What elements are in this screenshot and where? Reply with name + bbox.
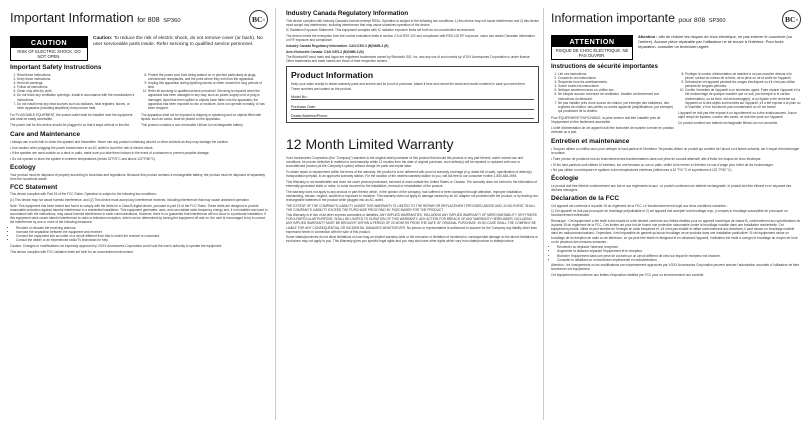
list-item: • Augmenter la distance séparant l'équipement et le récepteur. xyxy=(557,249,801,253)
attention-text xyxy=(638,35,801,60)
list-item: 3. Respecter tous les avertissements. xyxy=(558,80,674,84)
caution-bold: Caution: xyxy=(93,36,113,41)
fcc-para: (1) This device may not cause harmful interference, and (2) This device must accept any interference received, including interference that may cause undesired operation. xyxy=(10,198,250,203)
list-item: 4. Suivre toutes les instructions. xyxy=(558,84,674,88)
column-divider xyxy=(275,8,276,420)
list-item: 8. Protéger le cordon d'alimentation de manière à ne pas marcher dessus ni le pincer, surtout au niveau de la fiche, de la prise ou de la sortie de l'appareil. xyxy=(685,72,801,80)
attention-bold: Attention : xyxy=(638,34,658,39)
ic-section xyxy=(286,19,539,64)
attention-sub: RISQUE DE CHOC ÉLECTRIQUE. NE PAS OUVRIR. xyxy=(555,48,629,59)
safety-list-left xyxy=(551,72,674,113)
care-item: Si les haut-parleurs sont utilisés à l'extérieur, sur une terrasse ou sur un patio, veiller à les rentrer à l'intérieur en cas d'orage pour éviter de les endommager. xyxy=(553,162,774,167)
list-item: 7. Do not install near any heat sources such as radiators, heat registers, stoves, or other apparatus (including amplifiers) that produce heat. xyxy=(17,102,137,110)
safety-instructions xyxy=(10,73,268,128)
fcc-measures xyxy=(10,226,268,242)
ecology-section xyxy=(551,184,801,192)
list-item: • Increase the separation between the equipment and receiver. xyxy=(16,230,268,234)
list-item: • Brancher l'équipement dans une prise de courant sur un circuit différent de celui sur lequel le récepteur est branché. xyxy=(557,254,801,258)
list-item: 10. Refer all servicing to qualified service personnel. Servicing is required when the apparatus has been damaged in any way, such as power-supply cord or plug is damaged, liquid has been spilled or objects have fallen into the apparatus, the apparatus has been exposed to rain or moisture, does not operate normally, or has been dropped. xyxy=(148,89,268,109)
battery-note: This product contains a non-removable Lithium Ion rechargeable battery. xyxy=(141,122,244,127)
ecology-section xyxy=(10,173,268,181)
english-title xyxy=(10,10,181,29)
ecology-title: Ecology xyxy=(10,164,36,172)
fcc-title: Déclaration de la FCC xyxy=(551,195,620,203)
english-header xyxy=(10,10,268,29)
care-item: Faire preuve de prudence lors du branchement des transformateurs dans une prise de courant alternatif, afin d'éviter les risques de choc électrique. xyxy=(553,156,762,161)
safety-left xyxy=(10,73,137,128)
power-cord-note: The power unit for this device should be plugged in so that it stays vertical or lies flat. xyxy=(10,122,130,127)
attention-body: afin de réduire les risques de choc électrique, ne pas enlever le couvercle (ou l'arrière). Aucune pièce réparable par l'utilisateur ne se trouve à l'intérieur. Pour toute réparation, consulter un technicien agréé. xyxy=(638,34,792,49)
care-item: If the speaker are used outside on a deck or patio, make sure you take them indoors in the event of a rainstorm to prevent possible damage. xyxy=(12,151,210,156)
product-info-text xyxy=(291,82,534,90)
attention-label: ATTENTION xyxy=(552,36,632,47)
list-item: • Always use a soft cloth to clean the speaker and transmitter. Never use any product containing alcohol or other solvents as they may damage the surface. xyxy=(10,139,229,144)
ic-para: The device meets the exemption from the routine evaluation limits in section 2.5 of RSS 102 and compliance with RSS-102 RF exposure, users can obtain Canadian information on RF exposure and compliance. xyxy=(286,34,535,43)
warranty-para: THE EXTENT OF THE COMPANY'S LIABILITY UNDER THIS WARRANTY IS LIMITED TO THE REPAIR OR REPLACEMENT PROVIDED ABOVE AND, IN NO EVENT, SHALL THE COMPANY'S LIABILITY EXCEED THE PURCHASE PRICE PAID BY PURCHASER FOR THE PRODUCT. xyxy=(286,203,536,212)
list-item: 2. Conserver ces instructions. xyxy=(558,76,674,80)
purchase-date-field[interactable] xyxy=(291,102,534,110)
ic-para: Avis d'Industrie Canada: CAN ICES-3 (B)/NMB-3 (B) xyxy=(286,49,364,54)
list-item: 4. Follow all instructions. xyxy=(17,85,137,89)
power-cord-note: L'unité d'alimentation de cet appareil doit être branchée de manière à rester en position verticale ou à plat. xyxy=(551,125,674,134)
list-item: 8. Protect the power cord from being walked on or pinched particularly at plugs, convenience receptacles, and the point where they exit from the apparatus. xyxy=(148,73,268,81)
fcc-para: 1) Cet appareil ne doit pas provoquer de brouillage préjudiciable et 2) cet appareil doit accepter tout brouillage reçu, y compris le brouillage susceptible de provoquer un fonctionnement indésirable. xyxy=(551,209,788,218)
ic-para: Industry Canada Regulatory Information: CAN ICES-3 (B)/NMB-3 (B) xyxy=(286,43,389,48)
column-divider xyxy=(543,8,544,420)
warranty-para: To obtain repair or replacement within the terms of the warranty, the product is to be delivered with proof of warranty coverage (e.g. dated bill of sale), specification of defect(s), transportation prepaid, to an approved warranty station. For the location of the nearest warranty station to you, call toll-free to our consumer hotline 1-800-645-4994. xyxy=(286,170,533,179)
fcc-section xyxy=(10,192,268,253)
list-item: • Use caution when plugging the power transformers in an AC outlet to avoid the risk of electric shock. xyxy=(10,145,154,150)
list-item: 3. Heed all warnings. xyxy=(17,81,137,85)
french-header xyxy=(551,10,801,29)
safety-right xyxy=(141,73,268,128)
warranty-para: This Warranty is in lieu of all other express warranties or liabilities. ANY IMPLIED WARRANTIES, INCLUDING ANY IMPLIED WARRANTY OF MERCHANTABILITY OR FITNESS FOR A PARTICULAR PURPOSE, SHALL BE LIMITED TO DURATION OF THIS WARRANTY. ANY ACTION FOR BREACH OF ANY WARRANTY HEREUNDER, INCLUDING ANY IMPLIED WARRANTY MUST BE BROUGHT WITHIN A PERIOD OF 24 MONTHS FROM THE DATE OF ORIGINAL PURCHASE. IN NO CASE SHALL THE COMPANY BE LIABLE FOR ANY CONSEQUENTIAL OR INCIDENTAL DAMAGES WHATSOEVER. No person or representative is authorized to assume for the Company any liability other than expressed herein in connection with the sale of this product. xyxy=(286,213,537,234)
product-info-para: Keep your sales receipt to obtain warranty parts and service and for proof of purchase. Attach it here and record the serial and model numbers in case you need them. These numbers are located on the product. xyxy=(291,82,526,91)
title-suffix: for 808 xyxy=(137,15,160,24)
care-item: Do not operate or store the system in extreme temperatures (below 32°F/0°C and above 122°F/50°C). xyxy=(12,156,156,161)
care-item: Use caution when plugging the power transformers in an AC outlet to avoid the risk of electric shock. xyxy=(12,145,154,150)
care-item: Toujours utiliser un chiffon doux pour nettoyer le haut-parleur et l'émetteur. Ne jamais utiliser un produit qui contient de l'alcool ou d'autres solvants, car il risque d'endommager la surface. xyxy=(551,147,800,156)
warranty-para: The warranty does not apply to any product or part thereof which, in the opinion of the company, has suffered or been damaged through alteration, improper installation, mishandling, misuse, neglect, accident or exposure to moisture. This warranty does not apply to damage caused by an AC adapter not provided with the product, or by leaving non-rechargeable batteries in the product while plugged into an AC outlet. xyxy=(286,189,539,202)
safety-right xyxy=(678,72,801,136)
ecology-text: Your product must be disposed of properly according to local laws and regulations. Because this product contains a rechargeable battery, the product must be disposed of separately from the household waste. xyxy=(10,172,265,181)
brand-logo-mark: ® xyxy=(795,17,799,22)
list-item: 10. Confier l'entretien de l'appareil à un technicien agréé. Faire réparer l'appareil s'il a été endommagé de quelque manière que ce soit, par exemple si le cordon d'alimentation, ou sa fiche, est endommagé(e), si un liquide a été renversé sur l'appareil ou si des objets sont tombés sur l'appareil, s'il a été exposé à la pluie ou à l'humidité, s'il ne fonctionne pas normalement ou s'il est tombé. xyxy=(685,88,801,108)
model-number: SP360 xyxy=(163,18,181,24)
list-item: • Réorienter ou déplacer l'antenne réceptrice. xyxy=(557,245,801,249)
model-number: SP360 xyxy=(708,18,726,24)
ic-title: Industry Canada Regulatory Information xyxy=(286,10,409,17)
title-text: Information importante xyxy=(551,11,675,25)
list-item: 5. Nettoyer seulement avec un chiffon sec. xyxy=(558,88,674,92)
care-item: Always use a soft cloth to clean the speaker and transmitter. Never use any product containing alcohol or other solvents as they may damage the surface. xyxy=(11,139,229,144)
field-label: Dealer/Address/Phone: xyxy=(291,114,329,119)
safety-title: Important Safety Instructions xyxy=(10,64,102,72)
attention-box xyxy=(551,35,633,60)
ic-para: This device complies with Industry Canada's license-exempt RSSs. Operation is subject to the following two conditions: 1) this device may not cause interference and 2) this device must accept any interference, including interference that may cause undesired operation of the device. xyxy=(286,18,539,27)
middle-column xyxy=(280,0,543,428)
ecology-title: Écologie xyxy=(551,175,579,183)
pluggable-note: For PLUGGABLE EQUIPMENT, the socket-outlet shall be installed near the equipment and shall be easily accessible. xyxy=(10,112,133,121)
product-info-title: Product Information xyxy=(291,70,374,81)
caution-section xyxy=(10,36,268,61)
fcc-para: Cet appareil est conforme à la partie 15 du règlement de la FCC. Le fonctionnement est sujet aux deux conditions suivantes : xyxy=(551,203,728,208)
warranty-para: Voxx Accessories Corporation (the "Company") warrants to the original retail purchaser of this product that should this product or any part thereof, under normal use and conditions, be proven defective in material or workmanship within 12 months from the date of original purchase, such defect(s) will be repaired or replaced with new or reconditioned product (at the Company's option) without charge for parts and repair labor. xyxy=(286,156,524,169)
care-item: Ne pas utiliser ou entreposer le système à des températures extrêmes (inférieures à 32 °F/0 °C et supérieures à 122 °F/50 °C). xyxy=(553,168,733,173)
safety-instructions xyxy=(551,72,801,136)
french-column xyxy=(545,0,808,428)
attention-section xyxy=(551,35,801,60)
fcc-caution: Attention : les changements ou les modifications non expressément approuvés par VOXX Accessories Corporation peuvent annuler l'autorisation accordée à l'utilisateur de faire fonctionner cet équipement. xyxy=(551,263,800,272)
dripping-note: L'appareil ne doit pas être exposé à un égouttement ou à des éclaboussures. Aucun objet rempli de liquides, comme des vases, ne doit être posé sur l'appareil. xyxy=(678,110,797,119)
fcc-rf: This device complies with FCC radiation limits set forth for an uncontrolled environment. xyxy=(10,249,134,254)
list-item: 1. Read these instructions. xyxy=(17,73,137,77)
list-item: • Do not operate or store the system in extreme temperatures (below 32°F/0°C and above 122°F/50°C). xyxy=(10,156,156,161)
list-item: 1. Lire ces instructions. xyxy=(558,72,674,76)
brand-logo xyxy=(249,10,268,29)
english-column xyxy=(0,0,270,428)
dealer-field[interactable] xyxy=(291,111,534,119)
list-item: 9. Unplug this apparatus during lightning storms or when unused for long periods of time. xyxy=(148,81,268,89)
brand-logo xyxy=(782,10,801,29)
dripping-note: The apparatus shall not be exposed to dripping or splashing and no objects filled with liquids, such as vases, shall be placed on the apparatus. xyxy=(141,112,262,121)
field-label: Model No.: xyxy=(291,95,309,100)
list-item: • Consulter le détaillant ou un technicien expérimenté en radio/télévision. xyxy=(557,258,801,262)
fcc-para: Note: This equipment has been tested and found to comply with the limits for a Class B digital device, pursuant to part 15 of the FCC Rules. These limits are designed to provide reasonable protection against harmful interference in a residential installation. This equipment generates, uses, and can radiate radio frequency energy and, if not installed and used in accordance with the instructions, may cause harmful interference to radio communications. However, there is no guarantee that interference will not occur in a particular installation. If this equipment does cause harmful interference to radio or television reception, which can be determined by turning the equipment off and on, the user is encouraged to try to correct the interference by one or more of the following measures: xyxy=(10,203,268,225)
title-text: Important Information xyxy=(10,10,134,25)
list-item: • Consult the dealer or an experienced radio/TV technician for help. xyxy=(16,238,268,242)
warranty-section xyxy=(286,156,539,243)
french-title xyxy=(551,11,726,29)
fcc-title: FCC Statement xyxy=(10,183,58,191)
list-item: 6. Do not block any ventilation openings. Install in accordance with the manufacturer's instructions. xyxy=(17,93,137,101)
list-item: 2. Keep these instructions. xyxy=(17,77,137,81)
caution-label: CAUTION xyxy=(11,37,87,48)
model-field[interactable] xyxy=(291,92,534,100)
caution-text xyxy=(93,36,268,61)
list-item: 6. Ne bloquer aucune ouverture de ventilation. Installer conformément aux instructions du fabricant. xyxy=(558,92,674,100)
ecology-text: Le produit doit être éliminé conformément aux lois et aux règlements locaux. Le produit contenant une batterie rechargeable, le produit doit être éliminé en le séparant des déchets ménagers. xyxy=(551,183,792,192)
warranty-title: 12 Month Limited Warranty xyxy=(286,136,454,153)
list-item: 9. Débrancher cet appareil pendant les orages électriques ou s'il n'est pas utilisé pendant de longues périodes. xyxy=(685,80,801,88)
care-section xyxy=(10,140,268,161)
safety-list-right xyxy=(141,73,268,110)
brand-logo-text: BC xyxy=(251,15,263,24)
care-title: Care and Maintenance xyxy=(10,131,80,139)
safety-list-left xyxy=(10,73,137,110)
list-item: • Reorient or relocate the receiving antenna. xyxy=(16,226,268,230)
list-item: • Ne pas utiliser ou entreposer le système à des températures extrêmes (inférieures à 32 °F/0 °C et supérieures à 122 °F/50 °C). xyxy=(551,168,733,173)
fcc-para: This device complies with Part 15 of the FCC Rules. Operation is subject to the following two conditions: xyxy=(10,192,157,197)
caution-sub: RISK OF ELECTRIC SHOCK. DO NOT OPEN. xyxy=(17,49,81,60)
field-label: Purchase Date: xyxy=(291,104,316,109)
care-title: Entretien et maintenance xyxy=(551,138,630,146)
safety-left xyxy=(551,72,674,136)
fcc-para: Remarque : Cet équipement a été testé à des essais et a été déclaré conforme aux limites établies pour un appareil numérique de classe B, conformément aux spécifications de la partie 15 du règlement de la FCC. Ces limites ont pour but de fournir une protection raisonnable contre le brouillage nuisible dans une installation résidentielle. Cet équipement produit, utilise et peut émettre de l'énergie en radio fréquence et, s'il n'est pas installé et utilisé conformément aux directives, il peut causer un brouillage nuisible dans les radiocommunications. Cependant, il est impossible de garantir qu'aucun brouillage ne se produira dans une installation particulière. Si cet équipement cause un brouillage de la réception de radio ou de télévision, ce qui peut être établi en éteignant et en rallumant l'appareil, l'utilisateur est invité à corriger le brouillage au moyen de l'une ou de plusieurs des mesures suivantes : xyxy=(551,219,801,244)
battery-note: Ce produit contient une batterie rechargeable lithium-ion non amovible. xyxy=(678,120,779,125)
brand-logo-text: BC xyxy=(784,15,796,24)
list-item: • If the speaker are used outside on a deck or patio, make sure you take them indoors in the event of a rainstorm to prevent possible damage. xyxy=(10,151,210,156)
list-item: • Faire preuve de prudence lors du branchement des transformateurs dans une prise de courant alternatif, afin d'éviter les risques de choc électrique. xyxy=(551,156,762,161)
fcc-measures xyxy=(551,245,801,261)
fcc-caution: Caution: Changes or modifications not expressly approved by VOXX Accessories Corporation could void the user's authority to operate the equipment. xyxy=(10,243,223,248)
list-item: • Si les haut-parleurs sont utilisés à l'extérieur, sur une terrasse ou sur un patio, veiller à les rentrer à l'intérieur en cas d'orage pour éviter de les endommager. xyxy=(551,162,774,167)
warranty-para: This Warranty is not transferable and does not cover product purchased, serviced or used outside the United States or Canada. The warranty does not extend to the elimination of externally generated static or noise, to costs incurred for the installation, removal or reinstallation of the product. xyxy=(286,179,538,188)
fcc-section xyxy=(551,204,801,277)
safety-title: Instructions de sécurité importantes xyxy=(551,63,658,71)
care-section xyxy=(551,147,801,172)
fcc-rf: Cet équipement est conforme aux limites d'exposition établies par FCC pour un environnement non contrôlé. xyxy=(551,273,705,278)
caution-box xyxy=(10,36,88,61)
ic-para: IC Radiation Exposure Statement: This equipment complies with IC radiation exposure limits set forth for an uncontrolled environment. xyxy=(286,28,476,33)
pluggable-note: Pour ÉQUIPEMENT ENFICHABLE, la prise secteur doit être installée près de l'équipement et être facilement accessible. xyxy=(551,115,661,124)
list-item: 7. Ne pas installer près d'une source de chaleur, par exemple des radiateurs, des registres de chaleur, des poêles ou autres appareils (amplificateurs, par exemple) qui produisent de la chaleur. xyxy=(558,101,674,113)
title-suffix: pour 808 xyxy=(678,17,706,24)
caution-body: To reduce the risk of electric shock, do not remove cover (or back). No user serviceable parts inside. Refer servicing to qualified service personnel. xyxy=(93,36,263,47)
safety-list-right xyxy=(678,72,801,109)
list-item: • Connect the equipment into an outlet on a circuit different from that to which the receiver is connected. xyxy=(16,234,268,238)
list-item: • Toujours utiliser un chiffon doux pour nettoyer le haut-parleur et l'émetteur. Ne jamais utiliser un produit qui contient de l'alcool ou d'autres solvants, car il risque d'endommager la surface. xyxy=(551,147,800,156)
list-item: 5. Clean only with dry cloth. xyxy=(17,89,137,93)
ic-para: The Bluetooth® word mark and logos are registered trademarks owned by Bluetooth SIG, Inc. and any use of such marks by VOXX Accessories Corporation is under license. Other trademarks and trade names are those of their respective owners. xyxy=(286,55,531,64)
warranty-para: Some states/provinces do not allow limitations on how long an implied warranty lasts or the exclusion or limitation of incidental or consequential damage so the above limitations or exclusions may not apply to you. This Warranty gives you specific legal rights and you may also have other rights which vary from state/province to state/province. xyxy=(286,235,539,244)
brand-logo-mark: ® xyxy=(262,17,266,22)
product-info-box xyxy=(286,66,539,123)
